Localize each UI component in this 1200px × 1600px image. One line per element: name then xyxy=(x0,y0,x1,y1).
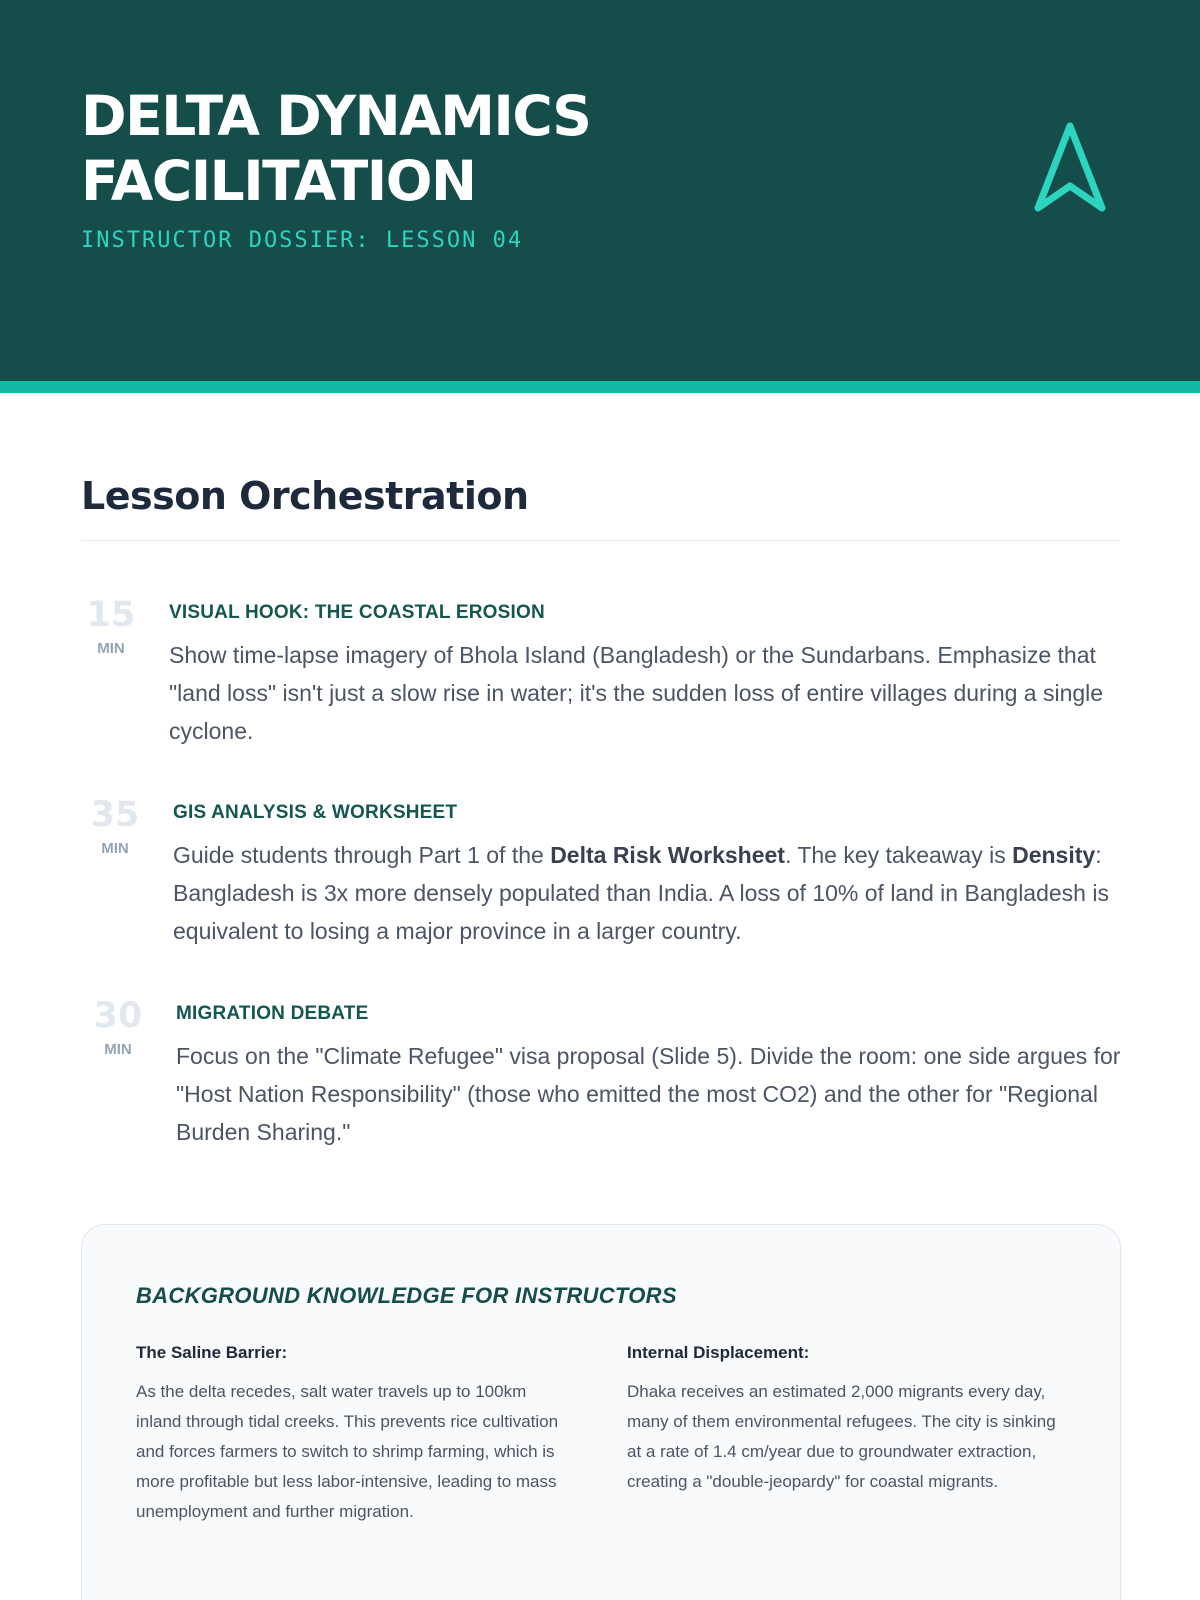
duration-value: 15 xyxy=(86,595,136,635)
step-title: VISUAL HOOK: THE COASTAL EROSION xyxy=(169,602,545,623)
step-description xyxy=(173,836,1121,950)
background-knowledge-card xyxy=(81,1224,1121,1600)
title-line-1: DELTA DYNAMICS xyxy=(81,84,591,148)
header-accent-stripe xyxy=(0,381,1200,393)
card-title: BACKGROUND KNOWLEDGE FOR INSTRUCTORS xyxy=(136,1283,677,1308)
step-text-part: Guide students through Part 1 of the xyxy=(173,842,551,868)
section-title: Lesson Orchestration xyxy=(81,474,529,518)
duration-unit: MIN xyxy=(104,1041,132,1058)
knowledge-column-displacement xyxy=(627,1343,1059,1497)
header-banner xyxy=(0,0,1200,381)
step-text-part: : Bangladesh is 3x more densely populated than India. A loss of 10% of land in Bangladesh is equivalent to losing a major province in a larger country. xyxy=(173,842,1109,944)
step-description: Focus on the "Climate Refugee" visa proposal (Slide 5). Divide the room: one side argues for "Host Nation Responsibility" (those who emitted the most CO2) and the other for "Regional Burden Sharing." xyxy=(176,1043,1121,1145)
step-body xyxy=(173,802,1121,950)
title-line-2: FACILITATION xyxy=(81,149,476,213)
duration-unit: MIN xyxy=(101,840,129,857)
step-text-part: . The key takeaway is xyxy=(784,842,1013,868)
knowledge-column-saline xyxy=(136,1343,568,1527)
step-duration xyxy=(85,794,145,857)
step-description: Show time-lapse imagery of Bhola Island (Bangladesh) or the Sundarbans. Emphasize that "land loss" isn't just a slow rise in water; it's the sudden loss of entire villages during a single cyclone. xyxy=(169,642,1104,744)
step-title: MIGRATION DEBATE xyxy=(176,1003,369,1024)
document-title xyxy=(81,84,841,214)
navigation-arrow-icon xyxy=(1032,120,1108,216)
step-title: GIS ANALYSIS & WORKSHEET xyxy=(173,802,458,823)
step-duration xyxy=(88,995,148,1058)
step-body xyxy=(176,1003,1121,1151)
section-divider xyxy=(81,540,1121,541)
duration-value: 35 xyxy=(90,795,140,835)
worksheet-name: Delta Risk Worksheet xyxy=(550,842,785,868)
column-text: Dhaka receives an estimated 2,000 migrants every day, many of them environmental refugees. The city is sinking at a rate of 1.4 cm/year due to groundwater extraction, creating a "double-jeopardy" for coastal migrants. xyxy=(627,1382,1056,1491)
column-text: As the delta recedes, salt water travels up to 100km inland through tidal creeks. This prevents rice cultivation and forces farmers to switch to shrimp farming, which is more profitable but less labor-intensive, leading to mass unemployment and further migration. xyxy=(136,1382,559,1521)
duration-unit: MIN xyxy=(97,640,125,657)
document-subtitle: INSTRUCTOR DOSSIER: LESSON 04 xyxy=(81,228,524,253)
step-body xyxy=(169,602,1121,750)
column-heading: The Saline Barrier: xyxy=(136,1343,288,1362)
column-heading: Internal Displacement: xyxy=(627,1343,810,1362)
duration-value: 30 xyxy=(93,996,143,1036)
step-duration xyxy=(81,594,141,657)
key-concept: Density xyxy=(1012,842,1096,868)
